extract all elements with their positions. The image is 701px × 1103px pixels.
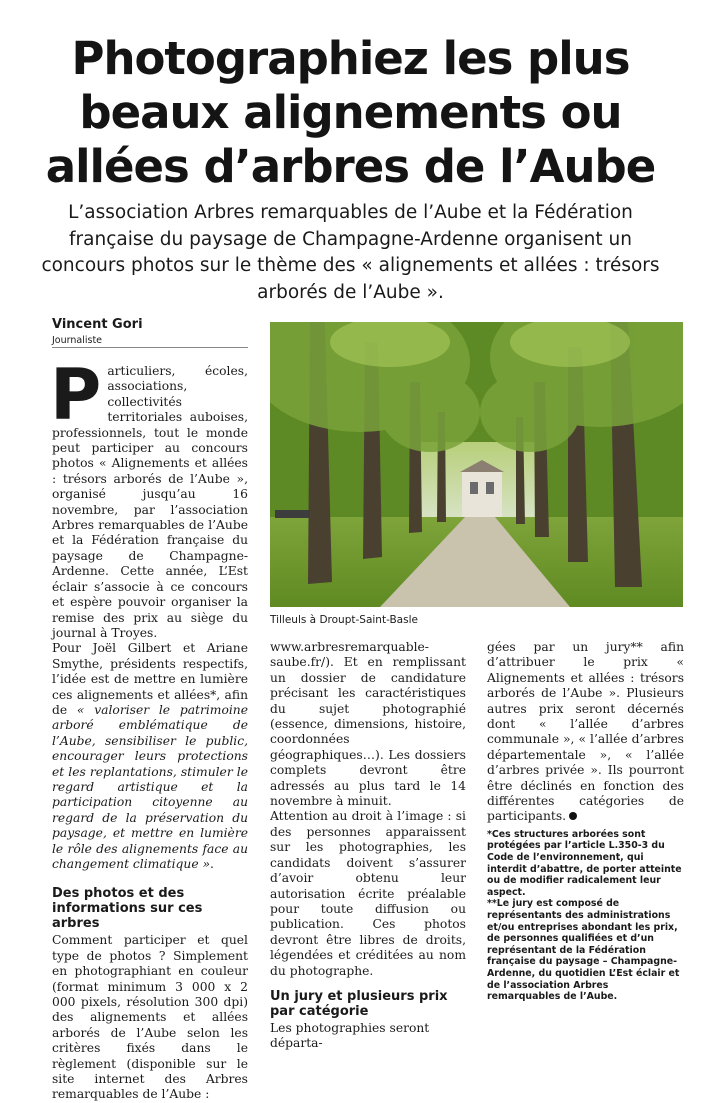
end-mark-icon [569, 812, 577, 820]
standfirst-line: arborés de l’Aube ». [257, 281, 444, 303]
how-to-paragraph: Comment participer et quel type de photos ? Simplement en photographiant en couleur (format minimum 3 000 x 2 000 pixels, résolution 300 dpi) des alignements et allées arborés de l’Aube selon les critères fixés dans le règlement (disponible sur le site internet des Arbres remarquables de l’Aube : [52, 933, 248, 1102]
intro-paragraph [50, 354, 248, 641]
article-column-3 [487, 640, 684, 1003]
headline-line: beaux alignements ou [79, 86, 622, 139]
byline-divider [52, 347, 248, 348]
author-name: Vincent Gori [52, 317, 143, 332]
photo-illustration [270, 322, 683, 607]
subhead-photos: Des photos et des informations sur ces arbres [52, 886, 203, 932]
image-rights-paragraph: Attention au droit à l’image : si des personnes apparaissent sur les photographies, les candidats doivent s’assurer d’avoir obtenu leur autorisation écrite préalable pour toute diffusion ou publication. Ces photos devront être libres de droits, légendées et créditées au nom du photographe. [270, 809, 466, 978]
website-paragraph: www.arbresremarquable-saube.fr/). Et en remplissant un dossier de candidature précisant les caractéristiques du sujet photographié (essence, dimensions, histoire, coordonnées géographiques…). Les dossiers complets devront être adressés au plus tard le 14 novembre à minuit. [270, 640, 466, 809]
standfirst [40, 200, 661, 306]
footnote-1: *Ces structures arborées sont protégées par l’article L.350-3 du Code de l’environnement, qui interdit d’abattre, de porter atteinte ou de modifier radicalement leur aspect. [487, 828, 682, 898]
intro-text: articuliers, écoles, associations, collectivités territoriales auboises, professionnels, tout le monde peut participer au concours photos « Alignements et allées : trésors arborés de l’Aube », organisé jusqu’au 16 novembre, par l’association Arbres remarquables de l’Aube et la Fédération française du paysage de Champagne-Ardenne. Cette année, L’Est éclair s’associe à ce concours et espère pouvoir organiser la remise des prix au siège du journal à Troyes. [52, 364, 248, 640]
headline-line: Photographiez les plus [71, 32, 630, 85]
jury-paragraph-start: Les photographies seront départa- [270, 1020, 430, 1051]
tree-alley-photo [270, 322, 683, 607]
standfirst-line: française du paysage de Champagne-Ardenne organisent un [69, 228, 632, 250]
standfirst-line: L’association Arbres remarquables de l’Aube et la Fédération [68, 202, 633, 223]
jury-paragraph: gées par un jury** afin d’attribuer le prix « Alignements et allées : trésors arborés de l’Aube ». Plusieurs autres prix seront décernés dont « l’allée d’arbres communale », « l’allée d’arbres départementale », « l’allée d’arbres privée ». Ils pourront être déclinés en fonction des différentes catégories de participants. [487, 640, 684, 824]
article-column-2 [270, 640, 466, 1052]
quote-paragraph: Pour Joël Gilbert et Ariane Smythe, présidents respectifs, l’idée est de mettre en lumière ces alignements et allées*, afin de « valoriser le patrimoine arboré emblématique de l’Aube, sensibiliser le public, encourager leurs protections et les replantations, stimuler le regard artistique et la participation citoyenne au regard de la préservation du paysage, et mettre en lumière le rôle des alignements face au changement climatique ». [52, 641, 248, 871]
article-column-1 [50, 354, 248, 1103]
footnote-2: **Le jury est composé de représentants des administrations et/ou entreprises abondant les prix, de personnes qualifiées et d’un représentant de la Fédération française du paysage – Champagne-Ardenne, du quotidien L’Est éclair et de l’association Arbres remarquables de l’Aube. [487, 898, 680, 1003]
author-role: Journaliste [52, 335, 103, 346]
standfirst-line: concours photos sur le thème des « alignements et allées : trésors [41, 255, 660, 276]
photo-caption: Tilleuls à Droupt-Saint-Basle [270, 614, 418, 626]
subhead-jury: Un jury et plusieurs prix par catégorie [270, 988, 448, 1019]
footnotes [487, 829, 684, 1003]
headline-line: allées d’arbres de l’Aube [45, 140, 656, 193]
drop-cap: P [50, 354, 102, 436]
headline [0, 32, 701, 194]
quote-text: « valoriser le patrimoine arboré emblématique de l’Aube, sensibiliser le public, encourager leurs protections et les replantations, stimuler le regard artistique et la participation citoyenne au regard de la préservation du paysage, et mettre en lumière le rôle des alignements face au changement climatique » [52, 702, 248, 871]
